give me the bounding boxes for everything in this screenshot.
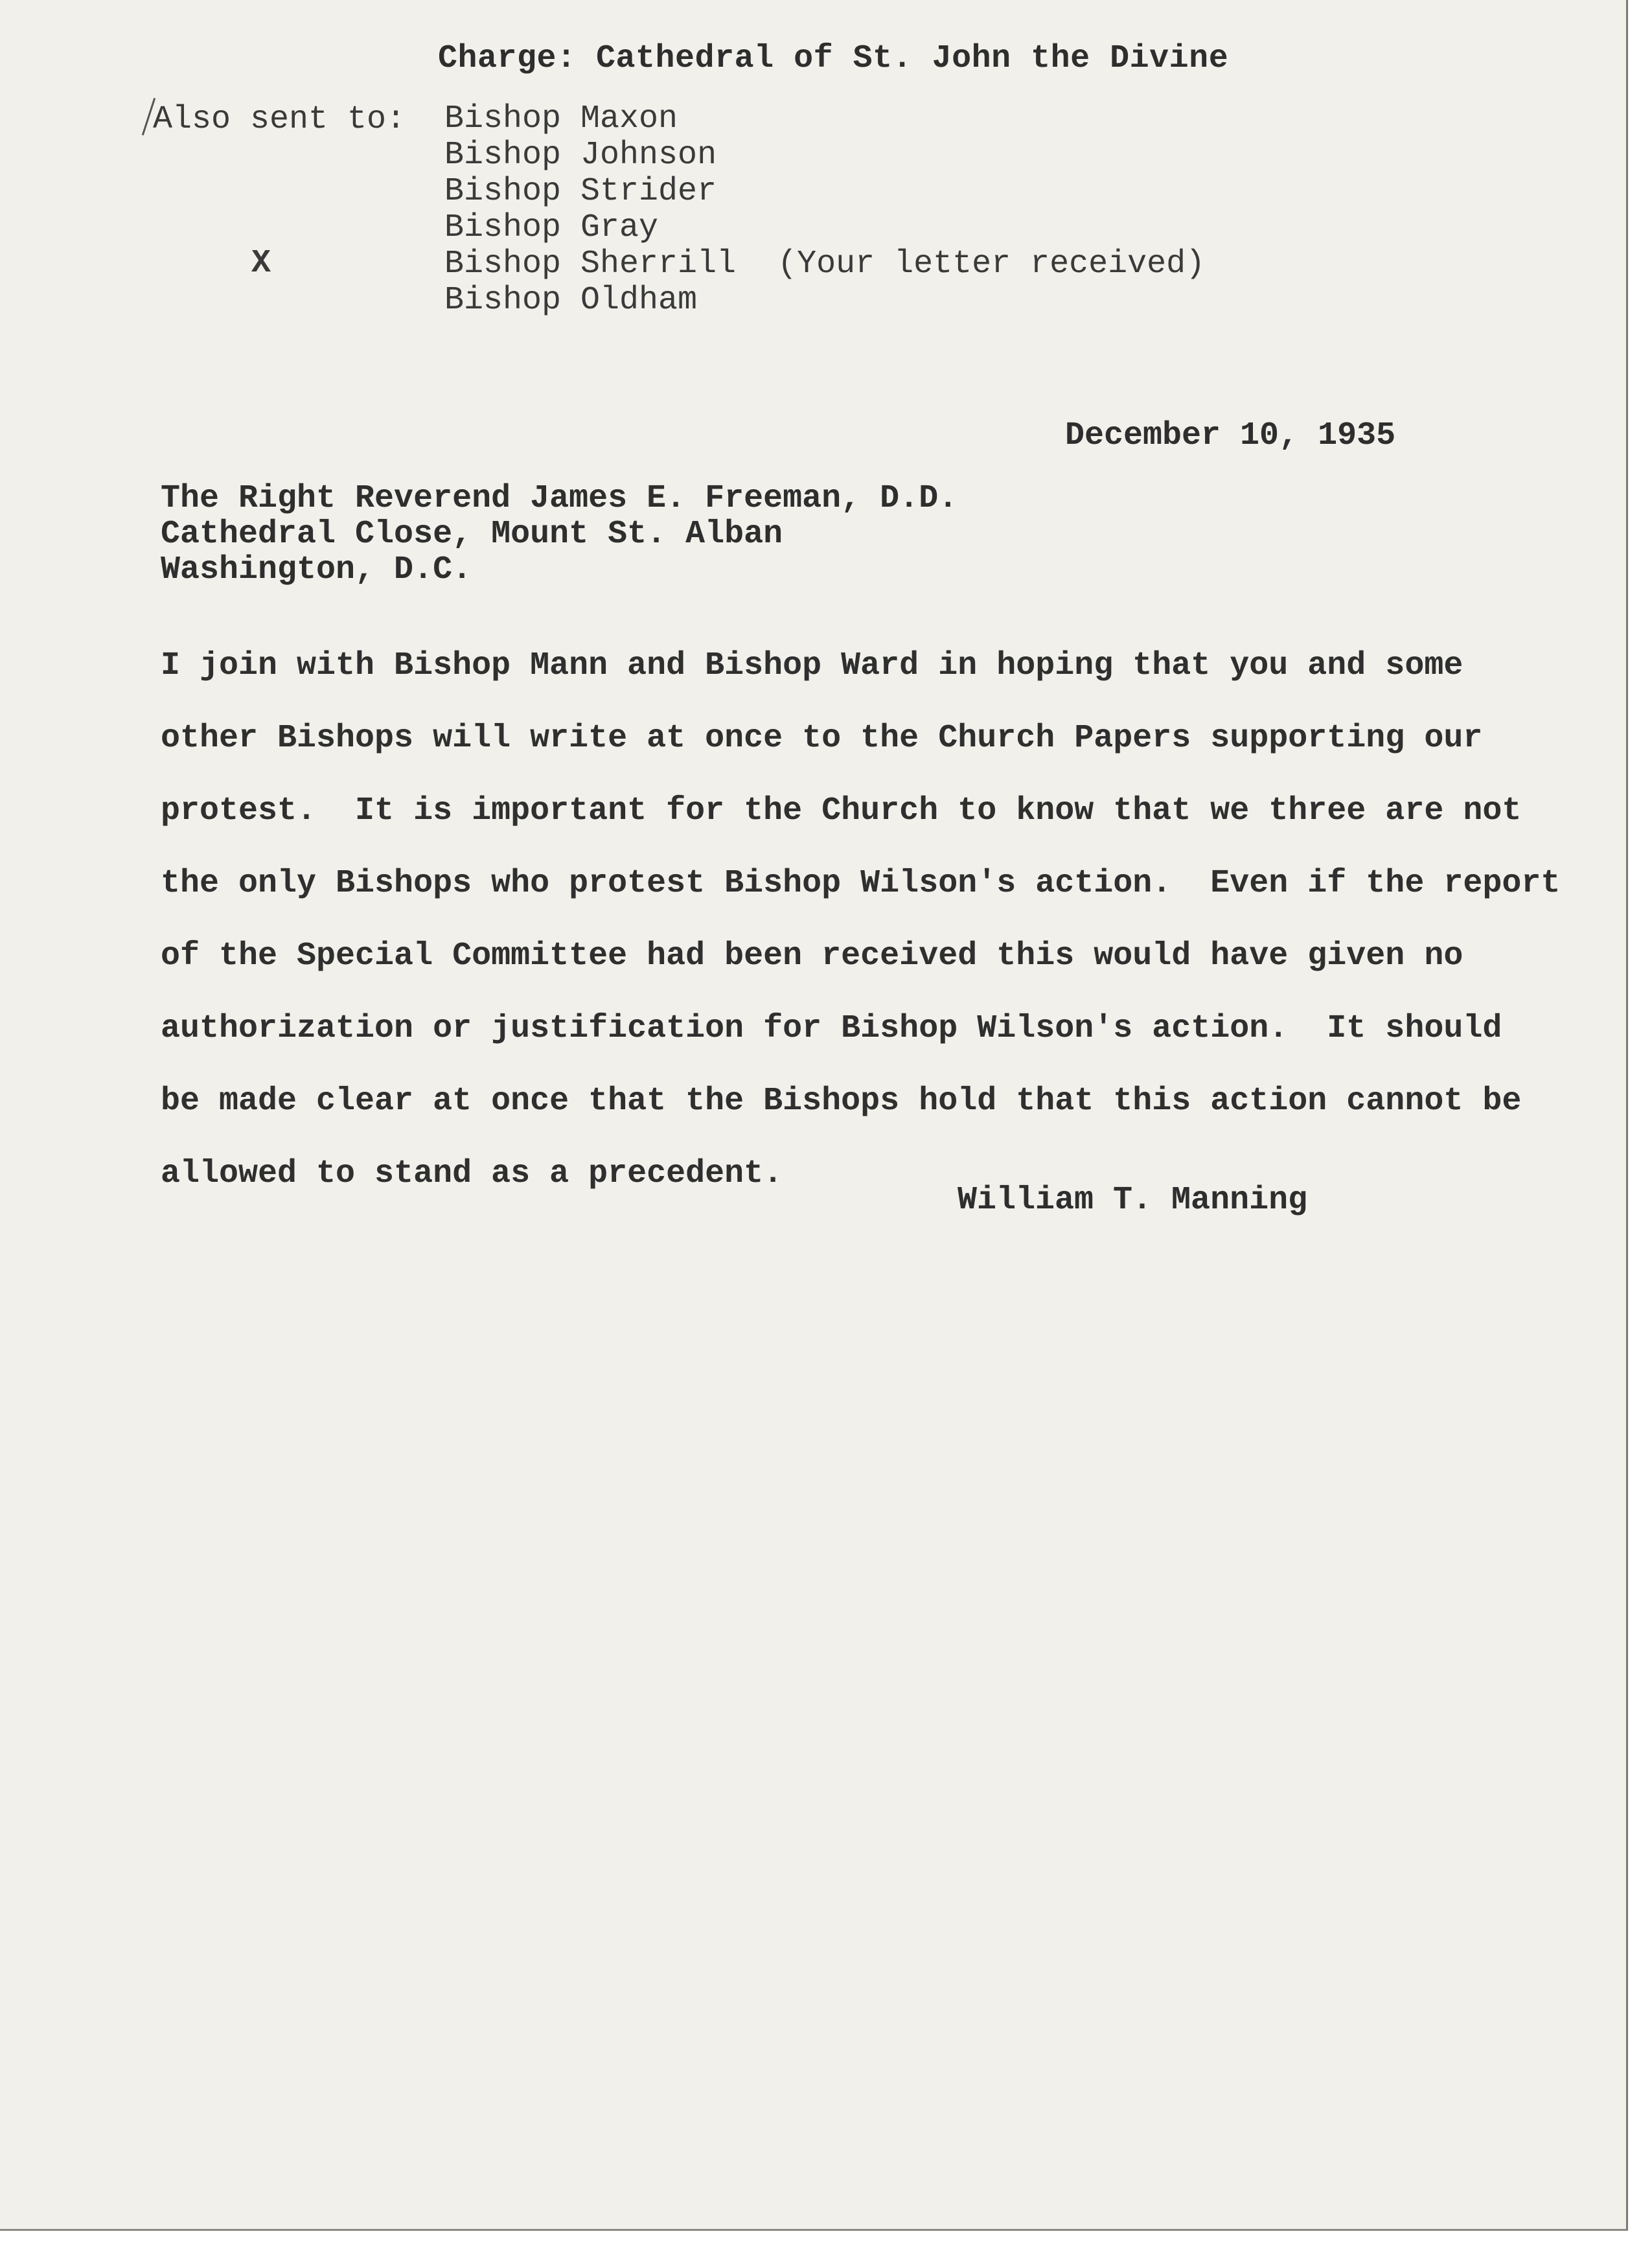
address-line: Cathedral Close, Mount St. Alban	[161, 516, 783, 553]
body-line: be made clear at once that the Bishops hold that this action cannot be	[161, 1083, 1522, 1120]
x-mark: X	[251, 245, 271, 282]
address-line: The Right Reverend James E. Freeman, D.D.	[161, 480, 958, 517]
body-line: protest. It is important for the Church to know that we three are not	[161, 792, 1522, 829]
recipient-item: Bishop Oldham	[444, 282, 698, 319]
recipient-item: Bishop Johnson	[444, 137, 717, 174]
recipient-item: Bishop Sherrill	[444, 246, 737, 282]
recipient-item: Bishop Gray	[444, 209, 659, 246]
recipient-list	[444, 101, 1205, 319]
letter-date: December 10, 1935	[1065, 417, 1396, 454]
body-line: allowed to stand as a precedent.	[161, 1155, 783, 1192]
body-line: authorization or justification for Bishop Wilson's action. It should	[161, 1010, 1502, 1047]
recipient-item: Bishop Strider	[444, 173, 717, 210]
also-sent-label: Also sent to:	[153, 101, 406, 138]
address-line: Washington, D.C.	[161, 551, 472, 588]
body-line: of the Special Committee had been received this would have given no	[161, 938, 1463, 974]
body-line: the only Bishops who protest Bishop Wilson's action. Even if the report	[161, 865, 1561, 902]
charge-line: Charge: Cathedral of St. John the Divine	[438, 40, 1229, 77]
address-block	[161, 481, 958, 588]
recipient-item: Bishop Maxon	[444, 100, 678, 137]
signature: William T. Manning	[958, 1182, 1308, 1219]
body-line: I join with Bishop Mann and Bishop Ward in hoping that you and some	[161, 647, 1463, 684]
body-line: other Bishops will write at once to the Church Papers supporting our	[161, 720, 1483, 757]
recipient-note: (Your letter received)	[777, 246, 1206, 282]
recipient-item-sherrill	[444, 246, 1205, 282]
letter-body	[161, 630, 1573, 1210]
